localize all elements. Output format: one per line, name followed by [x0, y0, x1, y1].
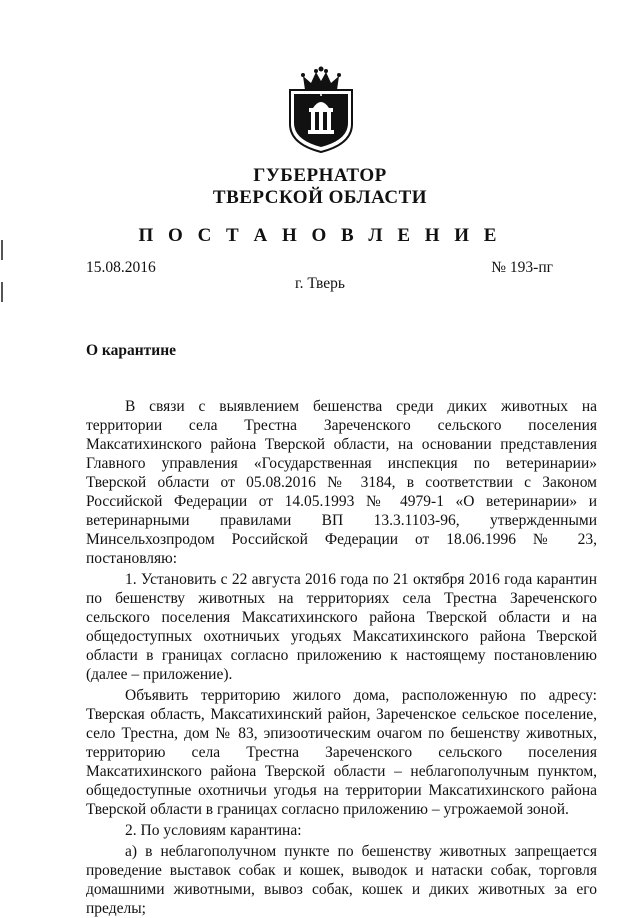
document-type: П О С Т А Н О В Л Е Н И Е: [138, 225, 502, 246]
document-number: № 193-пг: [491, 259, 553, 276]
paragraph: 2. По условиям карантина:: [125, 822, 302, 839]
issuer-title: ГУБЕРНАТОР: [253, 165, 387, 186]
document-date: 15.08.2016: [86, 259, 156, 276]
paragraph: а) в неблагополучном пункте по бешенству животных запрещается проведение выставок собак и кошек, выводок и натаски собак, торговля домашними животными, вывоз собак, кошек и диких животных за его пределы;: [86, 843, 597, 917]
document-body: [86, 397, 597, 918]
scan-margin-mark: [1, 240, 3, 260]
paragraph: 1. Установить с 22 августа 2016 года по 21 октября 2016 года карантин по бешенству животных на территориях села Трестна Зареченского сельского поселения Максатихинского района Тверской области и на общедоступных охотничьих угодьях Максатихинского района Тверской области в границах согласно приложению к настоящему постановлению (далее – приложение).: [86, 571, 597, 683]
document-subject: О карантине: [86, 342, 177, 359]
tver-coat-of-arms-icon: [286, 66, 356, 154]
paragraph: В связи с выявлением бешенства среди диких животных на территории села Трестна Зареченского сельского поселения Максатихинского района Тверской области, на основании представления Главного управления «Государственная инспекция по ветеринарии» Тверской области от 05.08.2016 № 3184, в соответствии с Законом Российской Федерации от 14.05.1993 № 4979-1 «О ветеринарии» и ветеринарными правилами ВП 13.3.1103-96, утвержденными Минсельхозпродом Российской Федерации от 18.06.1996 № 23, постановляю:: [86, 398, 597, 567]
document-city: г. Тверь: [295, 275, 345, 292]
paragraph: Объявить территорию жилого дома, расположенную по адресу: Тверская область, Максатихинский район, Зареченское сельское поселение, село Трестна, дом № 83, эпизоотическим очагом по бешенству животных, территорию села Трестна Зареченского сельского поселения Максатихинского района Тверской области – неблагополучным пунктом, общедоступные охотничьи угодья на территории Максатихинского района Тверской области в границах согласно приложению – угрожаемой зоной.: [86, 687, 597, 818]
scan-margin-mark: [1, 282, 3, 302]
issuer-region: ТВЕРСКОЙ ОБЛАСТИ: [212, 187, 428, 208]
